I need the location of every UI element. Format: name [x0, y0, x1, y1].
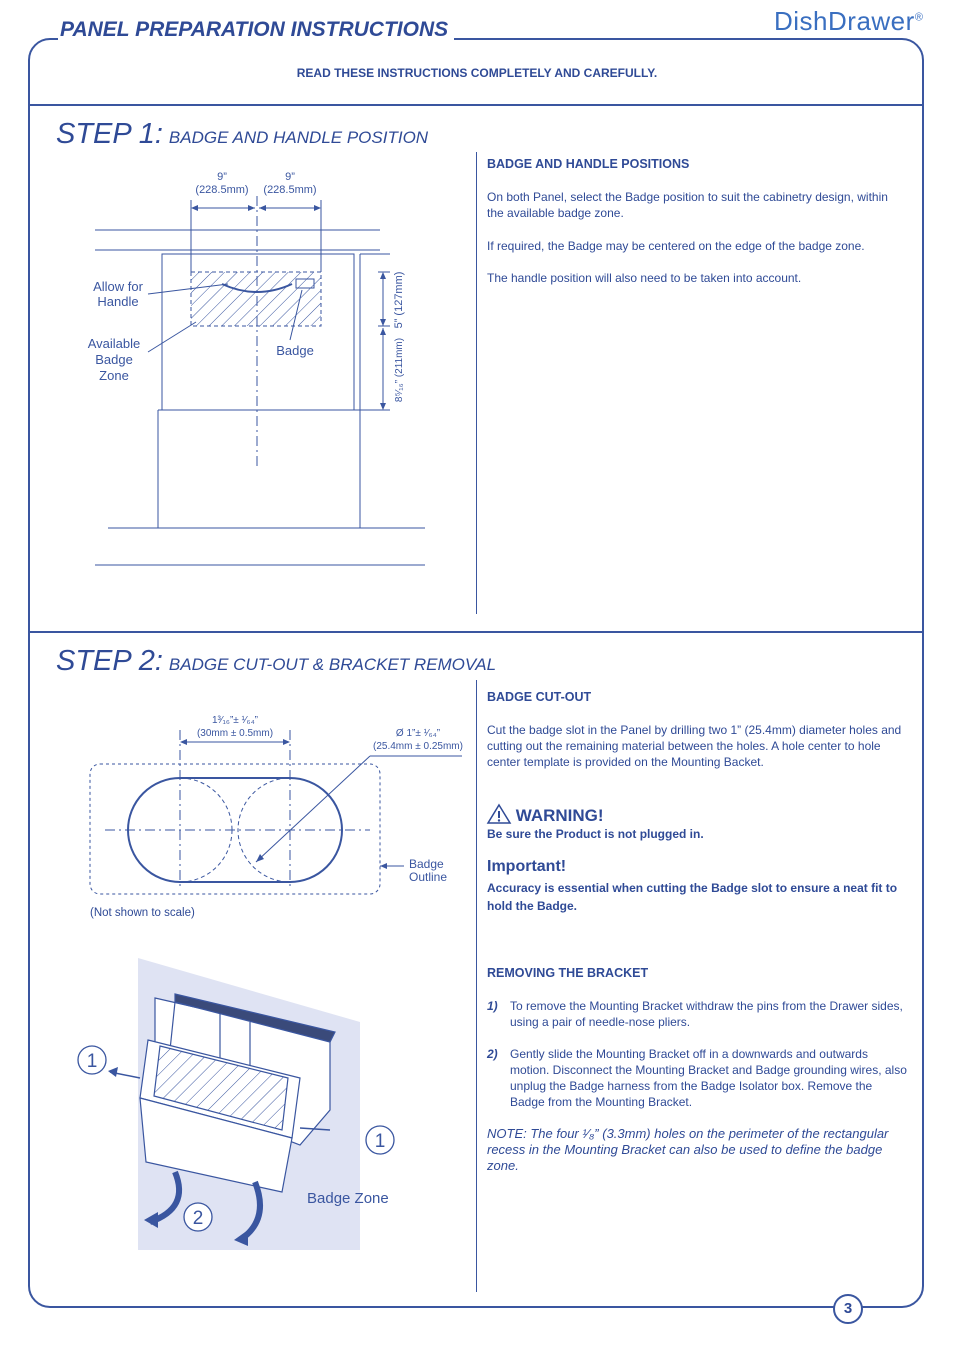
dim-width-mm: (30mm ± 0.5mm)	[196, 728, 274, 739]
step2-heading	[56, 645, 496, 678]
badge-label: Badge	[276, 343, 314, 358]
step2-label: STEP 2:	[56, 645, 163, 677]
step1-subtitle: BADGE AND HANDLE POSITION	[168, 128, 429, 147]
not-to-scale-note: (Not shown to scale)	[90, 907, 195, 919]
brand-mark: ®	[914, 11, 924, 24]
dim-dia-label: Ø 1”± ¹⁄₆₄”	[395, 728, 441, 739]
step1-label: STEP 1:	[56, 118, 163, 150]
remove-step-2-text: Gently slide the Mounting Bracket off in a downwards and outwards motion. Disconnect the Mounting Bracket and Badge grounding wires, also unplug the Badge harness from the Badge Isolator box. Remove the Badge from the Mounting Bracket.	[510, 1047, 907, 1109]
page-number: 3	[833, 1294, 863, 1324]
step2-subtitle: BADGE CUT-OUT & BRACKET REMOVAL	[168, 655, 497, 674]
warning-triangle-icon	[487, 804, 511, 824]
callout-2: 2	[192, 1208, 204, 1229]
callout-1-left: 1	[86, 1051, 98, 1072]
important-label: Important!	[487, 858, 567, 875]
step1-paragraph-3: The handle position will also need to be taken into account.	[487, 271, 802, 285]
allow-handle-line2: Handle	[97, 294, 139, 309]
brand-name: DishDrawer	[774, 6, 915, 36]
dim-vertical-5: 5” (127mm)	[393, 271, 405, 329]
badge-zone-line3: Zone	[99, 368, 129, 383]
badge-zone-label: Badge Zone	[307, 1190, 389, 1207]
step1-section-title: BADGE AND HANDLE POSITIONS	[487, 157, 690, 171]
step1-paragraph-1: On both Panel, select the Badge position to suit the cabinetry design, within the available badge zone.	[487, 190, 888, 220]
page-title: PANEL PREPARATION INSTRUCTIONS	[58, 18, 454, 42]
warning-label: WARNING!	[515, 806, 604, 825]
dim-left-label: 9”	[217, 171, 227, 183]
important-text: Accuracy is essential when cutting the Badge slot to ensure a neat fit to hold the Badge.	[487, 881, 898, 913]
dim-width-label: 1³⁄₁₆”± ¹⁄₆₄”	[211, 715, 259, 726]
remove-step-1-text: To remove the Mounting Bracket withdraw the pins from the Drawer sides, using a pair of needle-nose pliers.	[510, 999, 903, 1029]
read-notice: READ THESE INSTRUCTIONS COMPLETELY AND CAREFULLY.	[296, 66, 658, 80]
remove-step-2-number: 2)	[487, 1047, 498, 1061]
badge-outline-line2: Outline	[409, 870, 448, 884]
warning-heading	[487, 804, 604, 826]
badge-zone-line2: Badge	[95, 352, 133, 367]
cutout-text: Cut the badge slot in the Panel by drilling two 1” (25.4mm) diameter holes and cutting out the remaining material between the holes. A hole center to hole center template is provided on the Mounting Backet.	[487, 723, 902, 769]
dim-right-mm: (228.5mm)	[263, 184, 317, 196]
divider-step2	[28, 631, 924, 633]
step1-diagram	[0, 0, 954, 600]
remove-step-2	[487, 1046, 907, 1110]
allow-handle-line1: Allow for	[93, 279, 143, 294]
dim-vertical-8: 8⁵⁄₁₆” (211mm)	[394, 337, 405, 403]
remove-bracket-title: REMOVING THE BRACKET	[487, 966, 649, 980]
warning-text: Be sure the Product is not plugged in.	[487, 827, 704, 841]
cutout-title: BADGE CUT-OUT	[487, 690, 592, 704]
badge-zone-line1: Available	[87, 336, 141, 351]
remove-step-1	[487, 998, 907, 1030]
remove-step-1-number: 1)	[487, 999, 498, 1013]
step1-paragraph-2: If required, the Badge may be centered on the edge of the badge zone.	[487, 239, 865, 253]
badge-outline-line1: Badge	[409, 857, 444, 871]
dim-right-label: 9”	[285, 171, 295, 183]
dim-left-mm: (228.5mm)	[195, 184, 249, 196]
dim-dia-mm: (25.4mm ± 0.25mm)	[373, 741, 463, 752]
bracket-note: NOTE: The four ¹⁄₈” (3.3mm) holes on the perimeter of the rectangular recess in the Mounting Bracket can also be used to define the badge zone.	[487, 1126, 889, 1173]
callout-1-right: 1	[374, 1131, 386, 1152]
